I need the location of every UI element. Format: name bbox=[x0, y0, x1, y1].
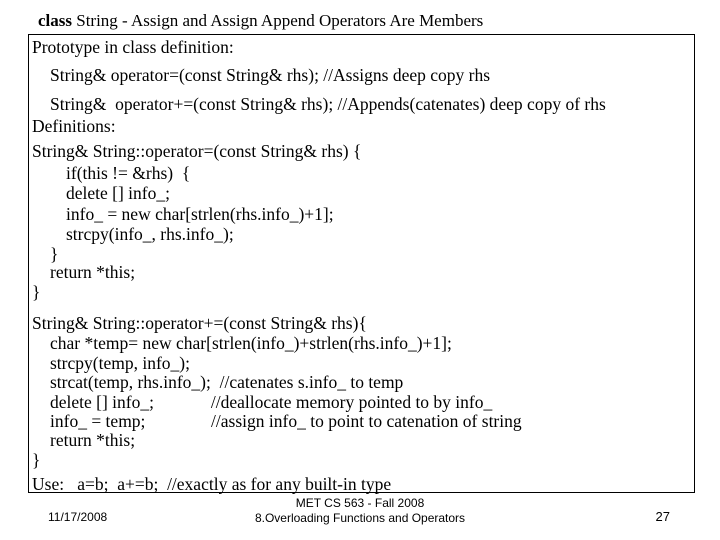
code-line: char *temp= new char[strlen(info_)+strlen(rhs.info_)+1]; bbox=[50, 333, 452, 353]
title-text: String - Assign and Assign Append Operators Are Members bbox=[72, 11, 484, 30]
footer-date: 11/17/2008 bbox=[48, 510, 108, 524]
usage-line: Use: a=b; a+=b; //exactly as for any built-in type bbox=[32, 474, 392, 494]
footer-page-number: 27 bbox=[655, 509, 670, 524]
section-heading-prototype: Prototype in class definition: bbox=[32, 37, 234, 57]
code-line: delete [] info_; bbox=[66, 183, 170, 203]
code-line: } bbox=[32, 282, 41, 302]
code-line: delete [] info_; //deallocate memory pointed to by info_ bbox=[50, 392, 493, 412]
code-line: strcpy(info_, rhs.info_); bbox=[66, 224, 234, 244]
footer-course-line2: 8.Overloading Functions and Operators bbox=[254, 511, 466, 525]
slide-title bbox=[38, 10, 483, 32]
code-line: info_ = temp; //assign info_ to point to catenation of string bbox=[50, 411, 522, 431]
code-line: strcat(temp, rhs.info_); //catenates s.info_ to temp bbox=[50, 372, 404, 392]
code-line: } bbox=[50, 244, 59, 264]
code-line: String& operator+=(const String& rhs); //Appends(catenates) deep copy of rhs bbox=[50, 94, 606, 114]
code-line: return *this; bbox=[50, 430, 136, 450]
code-line: if(this != &rhs) { bbox=[66, 163, 191, 183]
title-keyword: class bbox=[38, 11, 72, 30]
footer-course bbox=[0, 496, 720, 526]
code-line: } bbox=[32, 450, 41, 470]
code-line: String& String::operator+=(const String& rhs){ bbox=[32, 313, 367, 333]
code-line: String& operator=(const String& rhs); //Assigns deep copy rhs bbox=[50, 65, 491, 85]
code-line: info_ = new char[strlen(rhs.info_)+1]; bbox=[66, 204, 334, 224]
section-heading-definitions: Definitions: bbox=[32, 116, 116, 136]
code-line: String& String::operator=(const String& rhs) { bbox=[32, 141, 362, 161]
code-line: strcpy(temp, info_); bbox=[50, 353, 190, 373]
footer-course-line1: MET CS 563 - Fall 2008 bbox=[295, 496, 425, 510]
code-line: return *this; bbox=[50, 262, 136, 282]
